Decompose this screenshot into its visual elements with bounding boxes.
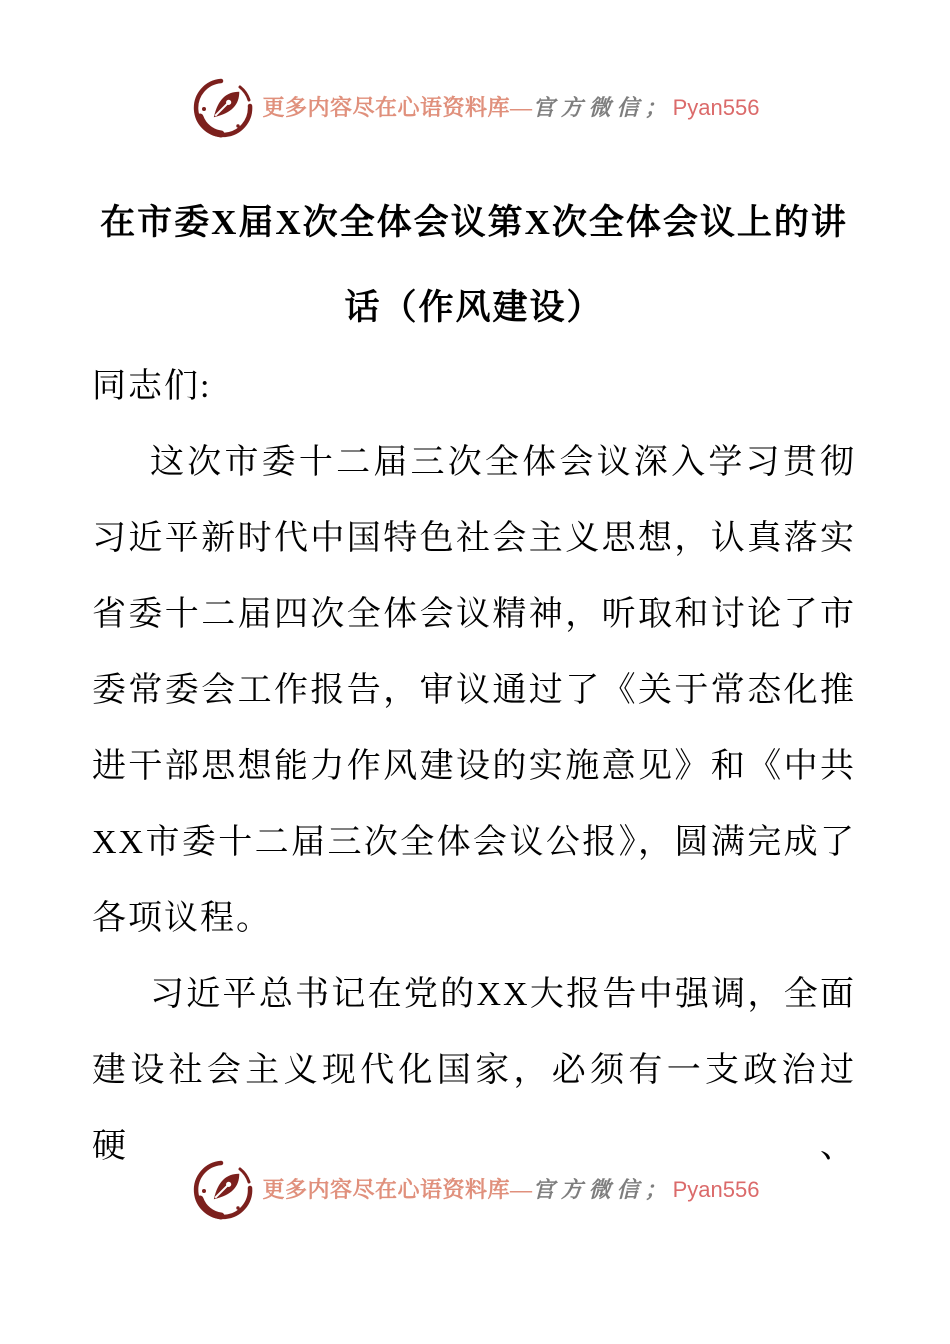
- footer-branding: [0, 1158, 950, 1222]
- document-body: [92, 349, 856, 1165]
- body-line: XX市委十二届三次全体会议公报》，圆满完成了: [92, 824, 856, 861]
- document-title: [92, 180, 856, 350]
- body-line: 习近平新时代中国特色社会主义思想，认真落实: [92, 520, 856, 557]
- pen-nib-logo-icon: [191, 76, 255, 140]
- branding-wechat-id: Pyan556: [672, 1177, 760, 1202]
- branding-wechat-id: Pyan556: [672, 95, 760, 120]
- body-line: 这次市委十二届三次全体会议深入学习贯彻: [150, 444, 856, 481]
- document-title-line-1: 在市委X届X次全体会议第X次全体会议上的讲: [100, 203, 848, 242]
- pen-nib-logo-icon: [191, 1158, 255, 1222]
- document-title-line-2: 话（作风建设）: [344, 288, 604, 327]
- branding-wechat-label: 官方微信；: [532, 1177, 673, 1202]
- body-line: 委常委会工作报告，审议通过了《关于常态化推: [92, 672, 856, 709]
- branding-text: [263, 95, 760, 121]
- branding-site-text: 更多内容尽在心语资料库—: [262, 1177, 533, 1202]
- body-line: 建设社会主义现代化国家，必须有一支政治过硬、: [92, 1052, 856, 1165]
- body-line: 进干部思想能力作风建设的实施意见》和《中共: [92, 748, 856, 785]
- branding-wechat-label: 官方微信；: [532, 95, 673, 120]
- branding-site-text: 更多内容尽在心语资料库—: [262, 95, 533, 120]
- salutation-line: 同志们:: [92, 368, 212, 405]
- header-branding: [0, 76, 950, 140]
- body-line: 省委十二届四次全体会议精神，听取和讨论了市: [92, 596, 856, 633]
- body-line: 各项议程。: [92, 900, 272, 937]
- body-line: 习近平总书记在党的XX大报告中强调，全面: [150, 976, 856, 1013]
- branding-text: [263, 1177, 760, 1203]
